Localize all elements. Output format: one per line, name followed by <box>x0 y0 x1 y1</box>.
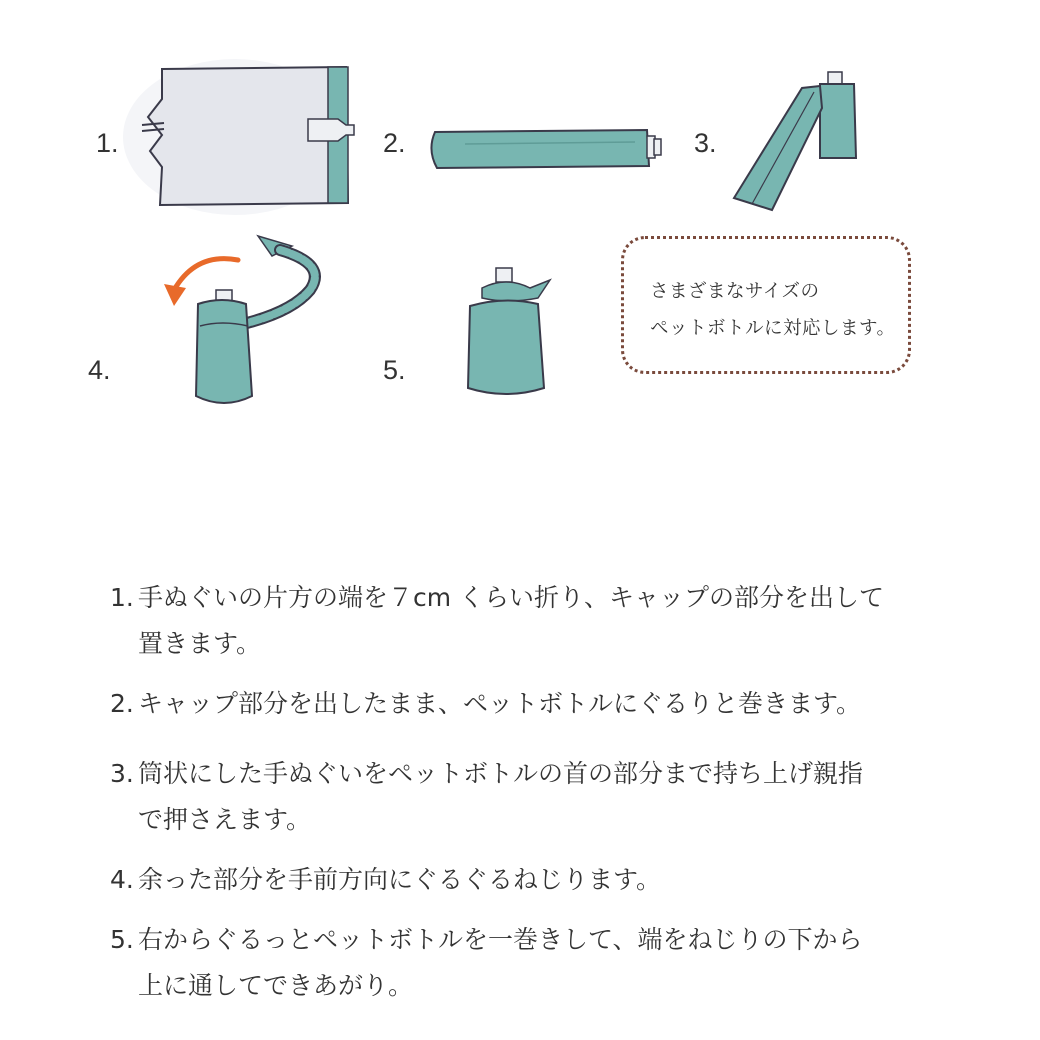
instruction-text: 筒状にした手ぬぐいをペットボトルの首の部分まで持ち上げ親指 <box>138 759 864 788</box>
rolled-towel-icon <box>425 122 665 174</box>
instruction-number: 4. <box>110 865 134 894</box>
instruction-number: 5. <box>110 925 134 954</box>
raised-towel-icon <box>728 68 868 216</box>
step-5-number: 5. <box>383 355 406 385</box>
step-1-number: 1. <box>96 128 119 158</box>
size-note-box <box>621 236 911 374</box>
instruction-step-3 <box>110 751 940 843</box>
instruction-text-cont: 置きます。 <box>138 629 262 658</box>
step-3-number: 3. <box>694 128 717 158</box>
instruction-text: 右からぐるっとペットボトルを一巻きして、端をねじりの下から <box>138 925 863 954</box>
instruction-number: 1. <box>110 583 134 612</box>
instruction-text: 余った部分を手前方向にぐるぐるねじります。 <box>138 865 662 894</box>
folded-towel-bottle-icon <box>120 55 360 220</box>
note-line-2: ペットボトルに対応します。 <box>650 318 896 339</box>
instruction-text: 手ぬぐいの片方の端を７cm くらい折り、キャップの部分を出して <box>138 583 885 612</box>
twisted-towel-icon <box>160 228 340 413</box>
instruction-text-cont: 上に通してできあがり。 <box>138 971 414 1000</box>
step-2-number: 2. <box>383 128 406 158</box>
note-line-1: さまざまなサイズの <box>650 281 820 302</box>
wrapped-bottle-icon <box>460 262 560 398</box>
instruction-step-5 <box>110 917 940 1009</box>
instruction-step-2 <box>110 681 940 727</box>
instruction-text: キャップ部分を出したまま、ペットボトルにぐるりと巻きます。 <box>138 689 862 718</box>
instruction-step-1 <box>110 575 940 667</box>
instruction-number: 2. <box>110 689 134 718</box>
instruction-text-cont: で押さえます。 <box>138 805 312 834</box>
instruction-number: 3. <box>110 759 134 788</box>
instruction-step-4 <box>110 857 940 903</box>
step-4-number: 4. <box>88 355 111 385</box>
